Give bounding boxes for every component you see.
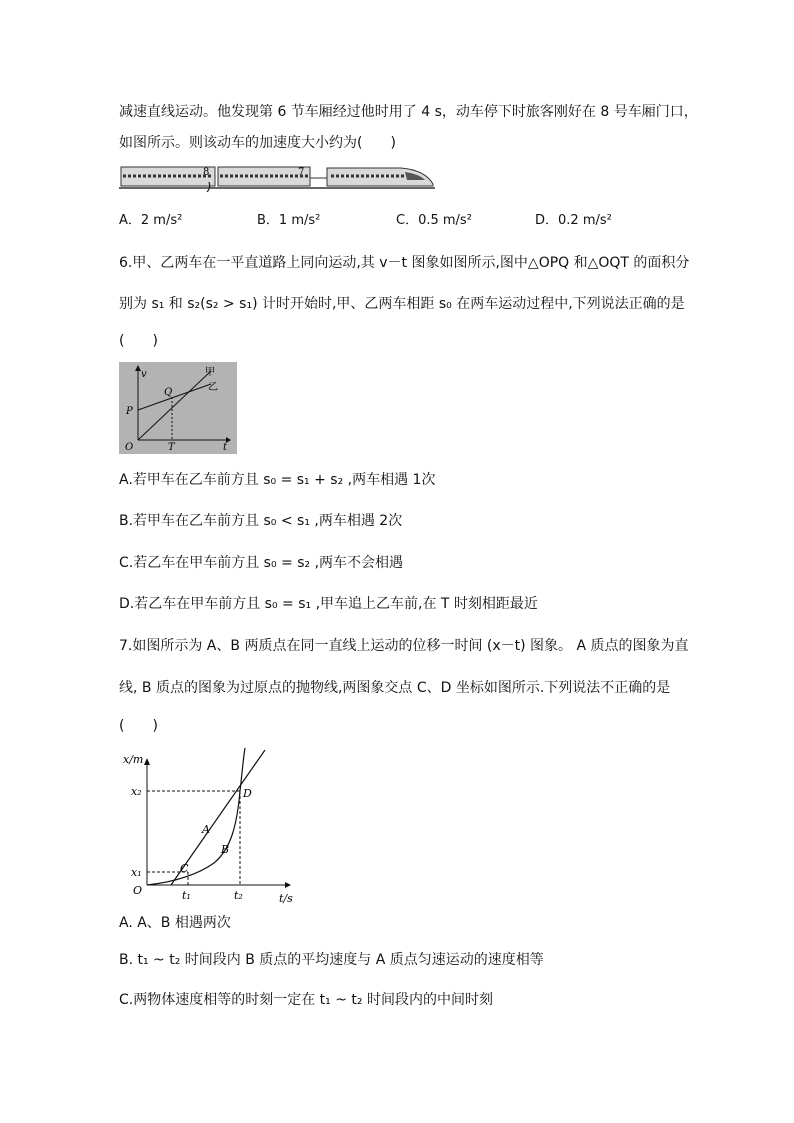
vt-ylabel: v (141, 369, 147, 380)
vt-t-label: T (168, 442, 175, 453)
vt-origin: O (125, 442, 134, 453)
train-head-car (327, 168, 433, 186)
xt-t2-label: t₂ (234, 889, 243, 902)
q6-option-c[interactable]: C.若乙车在甲车前方且 s₀ = s₂ ,两车不会相遇 (119, 555, 404, 571)
car-number-8: 8 (203, 167, 210, 178)
xt-c-label: C (180, 862, 189, 875)
q5-option-b[interactable]: B．1 m/s² (257, 213, 321, 228)
xt-b-label: B (221, 843, 230, 856)
vt-xlabel: t (223, 442, 228, 453)
vt-jia-label: 甲 (205, 367, 215, 378)
train-car-7 (218, 167, 310, 186)
parabola-b (147, 748, 245, 885)
xt-xlabel: t/s (279, 892, 293, 905)
train-figure (119, 164, 435, 192)
vt-graph (119, 362, 237, 454)
q6-text-line3: ( ) (119, 333, 158, 349)
q7-text-line1: 7.如图所示为 A、B 两质点在同一直线上运动的位移一时间 (x－t) 图象。 A 质点的图象为直 (119, 638, 689, 654)
q5-text-line1: 减速直线运动。他发现第 6 节车厢经过他时用了 4 s，动车停下时旅客刚好在 8 号车厢门口， (119, 104, 698, 120)
q7-text-line2: 线, B 质点的图象为过原点的抛物线,两图象交点 C、D 坐标如图所示.下列说法不正确的是 (119, 680, 671, 696)
xt-origin: O (133, 884, 143, 897)
q6-text-line1: 6.甲、乙两车在一平直道路上同向运动,其 v－t 图象如图所示,图中△OPQ 和△OQT 的面积分 (119, 255, 690, 271)
q6-option-d[interactable]: D.若乙车在甲车前方且 s₀ = s₁ ,甲车追上乙车前,在 T 时刻相距最近 (119, 596, 538, 612)
q6-text-line2: 别为 s₁ 和 s₂(s₂ > s₁) 计时开始时,甲、乙两车相距 s₀ 在两车运动过程中,下列说法正确的是 (119, 296, 685, 312)
xt-a-label: A (202, 823, 210, 836)
q5-option-a[interactable]: A．2 m/s² (119, 213, 183, 228)
xt-graph (119, 745, 299, 905)
q7-option-c[interactable]: C.两物体速度相等的时刻一定在 t₁ ~ t₂ 时间段内的中间时刻 (119, 992, 493, 1008)
xt-t1-label: t₁ (182, 889, 191, 902)
car-number-7: 7 (298, 167, 305, 178)
q6-option-b[interactable]: B.若甲车在乙车前方且 s₀ < s₁ ,两车相遇 2次 (119, 513, 403, 529)
q7-text-line3: ( ) (119, 718, 158, 734)
vt-q-label: Q (164, 387, 173, 398)
xt-x2-label: x₂ (131, 785, 142, 798)
q5-option-c[interactable]: C．0.5 m/s² (396, 213, 472, 228)
train-car-8 (121, 167, 215, 186)
q5-option-d[interactable]: D．0.2 m/s² (535, 213, 612, 228)
xt-d-label: D (243, 787, 252, 800)
q7-option-b[interactable]: B. t₁ ~ t₂ 时间段内 B 质点的平均速度与 A 质点匀速运动的速度相等 (119, 952, 544, 968)
vt-yi-label: 乙 (208, 382, 218, 393)
xt-x1-label: x₁ (131, 866, 142, 879)
xt-ylabel: x/m (123, 753, 144, 766)
q5-text-line2: 如图所示。则该动车的加速度大小约为( ) (119, 135, 396, 151)
vt-p-label: P (126, 406, 133, 417)
q7-option-a[interactable]: A. A、B 相遇两次 (119, 915, 231, 931)
q6-option-a[interactable]: A.若甲车在乙车前方且 s₀ = s₁ + s₂ ,两车相遇 1次 (119, 472, 436, 488)
